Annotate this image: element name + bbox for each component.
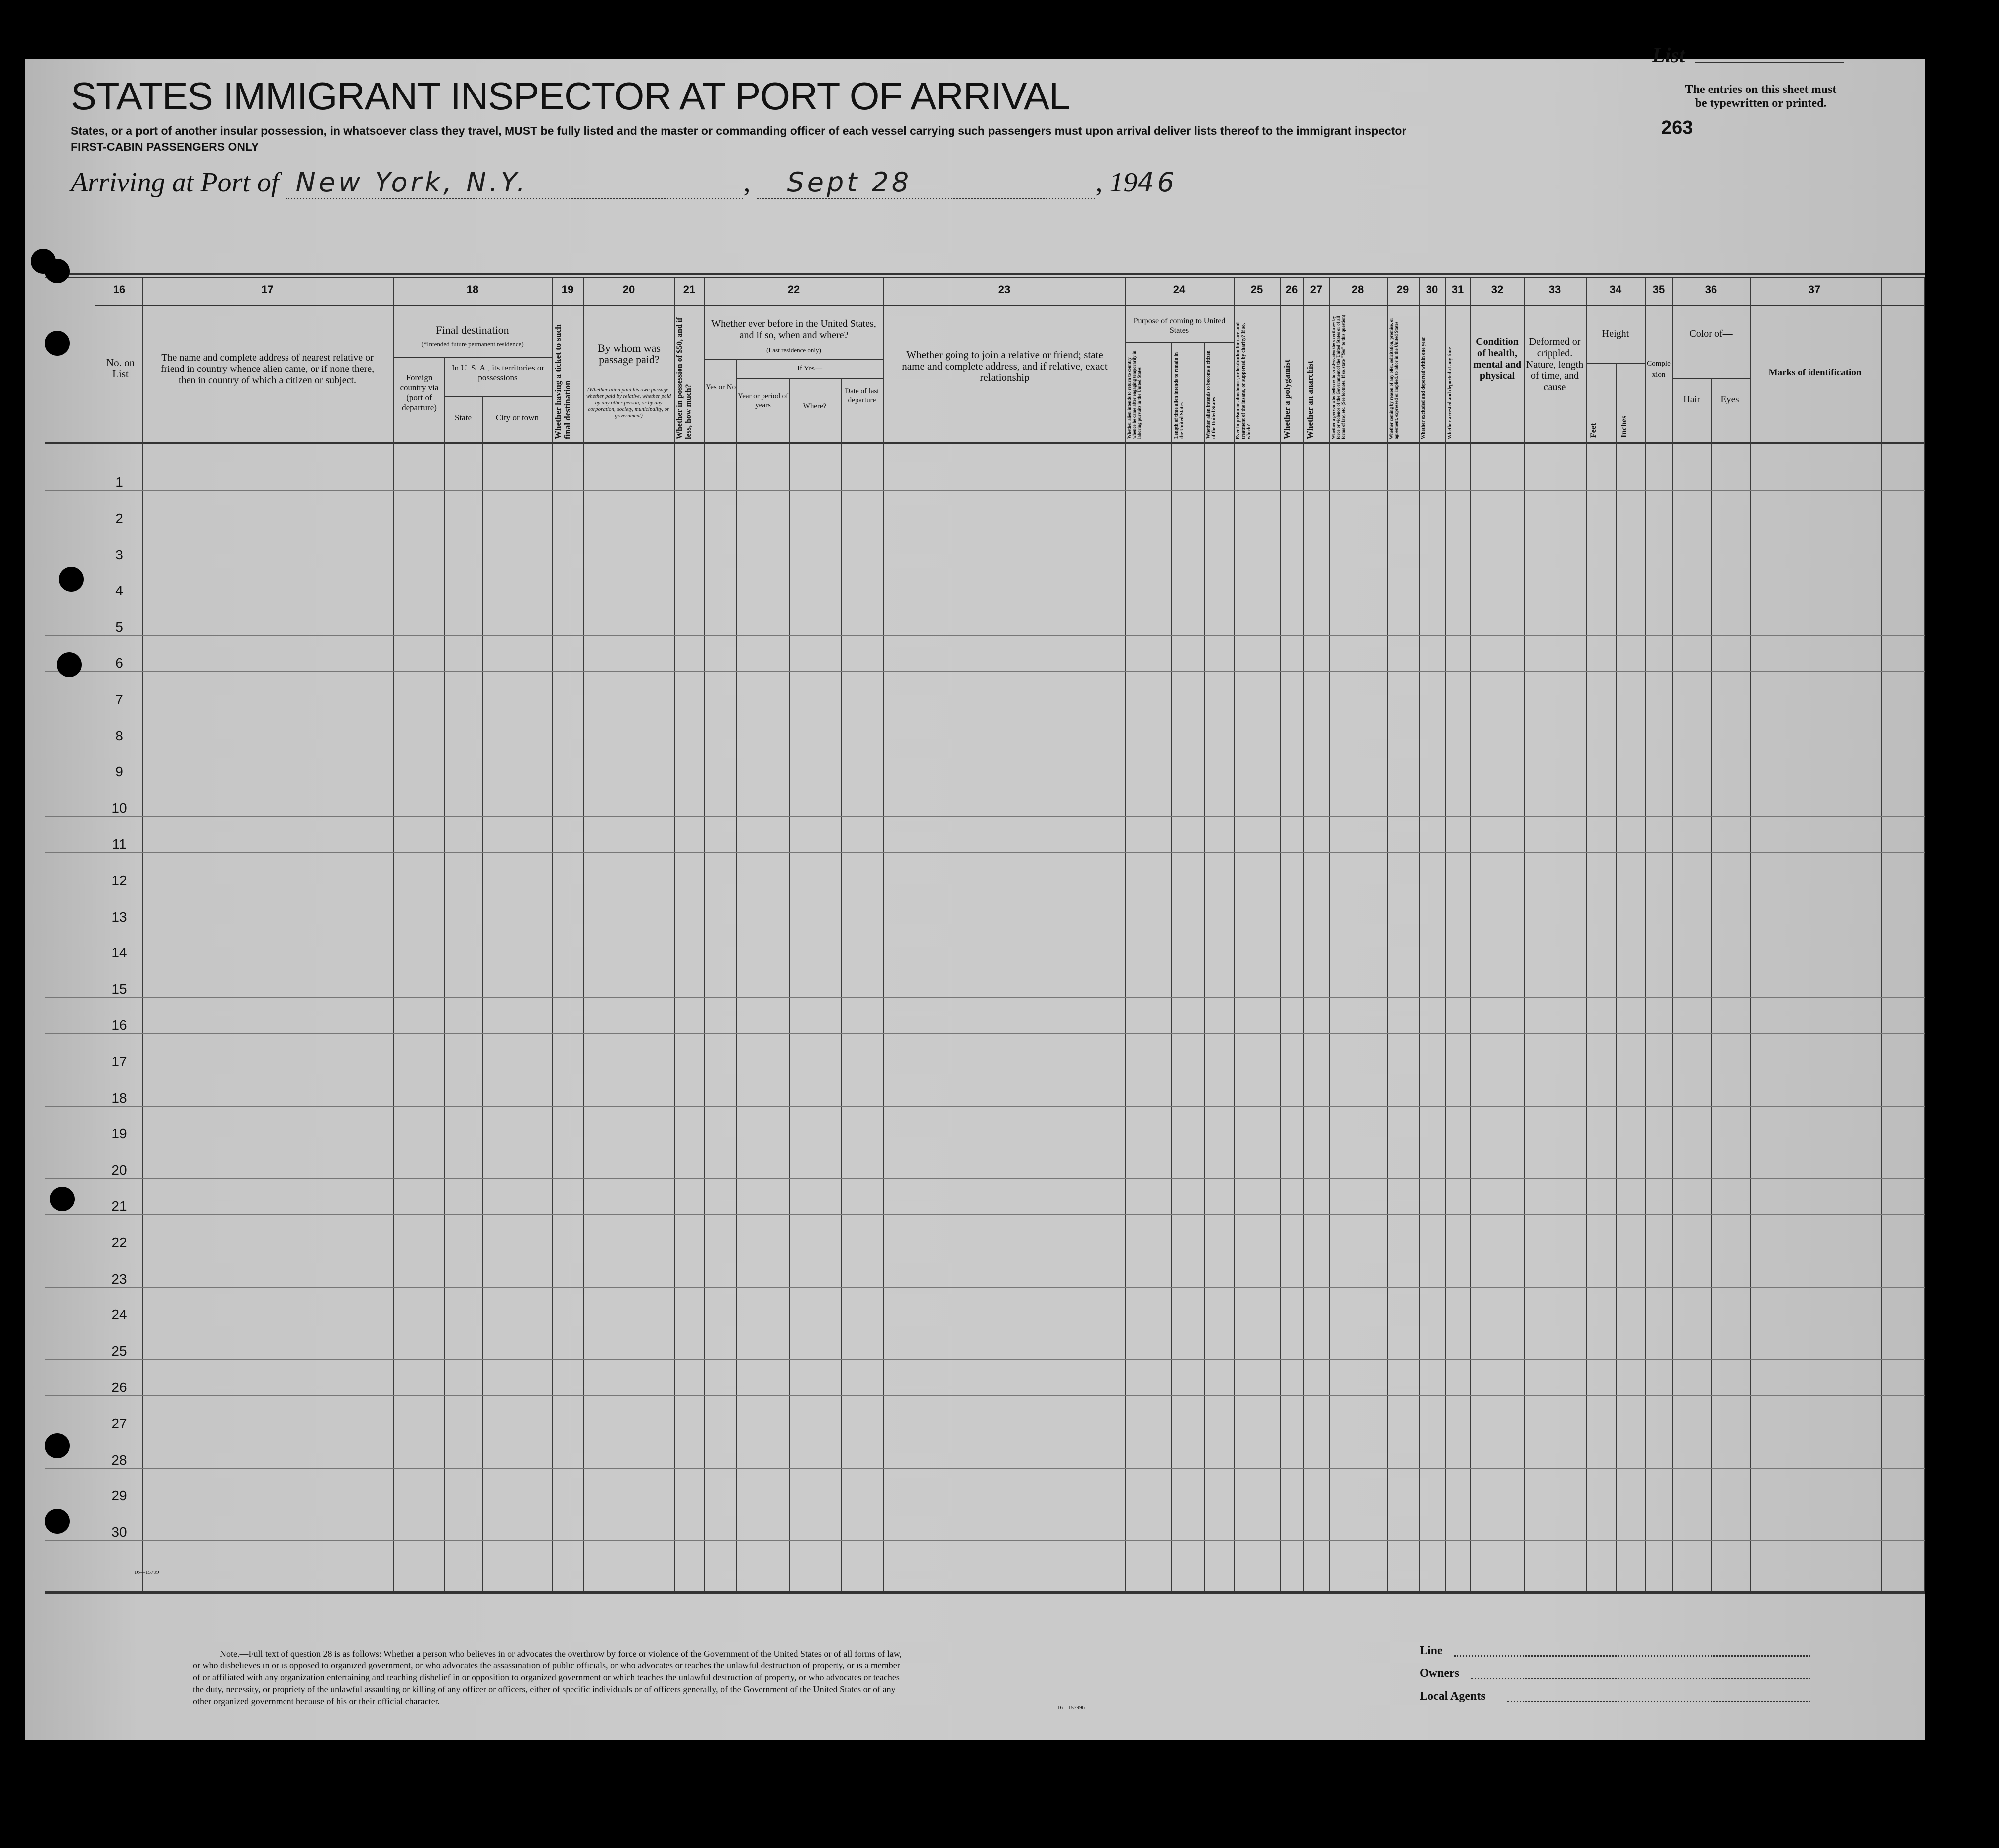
header-c36: Color of— bbox=[1689, 328, 1733, 339]
row-number: 25 bbox=[111, 1343, 127, 1359]
arriving-label: Arriving at Port of bbox=[71, 167, 279, 198]
header-c18-note: (*Intended future permanent residence) bbox=[421, 340, 524, 348]
row-number: 12 bbox=[111, 873, 127, 888]
row-number: 8 bbox=[115, 728, 123, 743]
footnote-line-5: other organized government because of his or their official character. bbox=[193, 1696, 440, 1706]
row-number: 28 bbox=[111, 1452, 127, 1468]
sheet-number: 263 bbox=[1661, 117, 1693, 138]
row-number: 21 bbox=[111, 1199, 127, 1214]
row-line bbox=[45, 1106, 1925, 1107]
row-number: 22 bbox=[111, 1235, 127, 1250]
header-c33: Deformed or crippled. Nature, length of time, and cause bbox=[1526, 336, 1584, 393]
colnum-35: 35 bbox=[1652, 283, 1665, 296]
column-line bbox=[1445, 278, 1446, 1591]
header-c20-note: (Whether alien paid his own passage, whether paid by relative, whether paid by any other person, or by any corporation, society, municipality, or government) bbox=[586, 387, 671, 419]
passenger-class-label: FIRST-CABIN PASSENGERS ONLY bbox=[71, 140, 259, 153]
header-c23: Whether going to join a relative or friend; state name and complete address, and if relative, exact relationship bbox=[902, 349, 1108, 383]
arriving-line: Arriving at Port of New York, N.Y. , Sept 28 , 1946 bbox=[71, 167, 1177, 199]
header-c22-date: Date of last departure bbox=[845, 387, 879, 404]
owners-field bbox=[1471, 1678, 1810, 1679]
row-line bbox=[45, 816, 1925, 817]
header-c37: Marks of identification bbox=[1768, 368, 1862, 378]
row-number: 6 bbox=[115, 655, 123, 671]
punch-hole bbox=[59, 567, 84, 592]
header-c17: The name and complete address of nearest relative or friend in country whence alien came, or if none there, then in country of which a citizen or subject. bbox=[160, 352, 375, 386]
header-c19: Whether having a ticket to such final destination bbox=[553, 324, 572, 439]
header-c34: Height bbox=[1602, 328, 1629, 339]
c24-rule bbox=[1125, 342, 1234, 343]
header-c18-usa: In U. S. A., its territories or possessions bbox=[451, 363, 545, 382]
row-number: 30 bbox=[111, 1524, 127, 1540]
table-bottom-rule bbox=[45, 1591, 1925, 1594]
header-c18-city: City or town bbox=[496, 413, 539, 422]
row-line bbox=[45, 490, 1925, 491]
header-c34-feet: Feet bbox=[1589, 423, 1598, 438]
header-c24: Purpose of coming to United States bbox=[1133, 317, 1226, 335]
row-number: 1 bbox=[115, 474, 123, 490]
list-label: List bbox=[1652, 44, 1685, 67]
colnum-36: 36 bbox=[1705, 283, 1717, 296]
punch-hole bbox=[45, 259, 70, 283]
table-top-rule bbox=[45, 273, 1925, 275]
punch-hole bbox=[57, 652, 82, 677]
row-line bbox=[45, 1287, 1925, 1288]
colnum-19: 19 bbox=[561, 283, 574, 296]
row-line bbox=[45, 1359, 1925, 1360]
row-number: 17 bbox=[111, 1054, 127, 1069]
row-number: 13 bbox=[111, 909, 127, 924]
header-c18-foreign: Foreign country via (port of departure) bbox=[400, 373, 439, 412]
footer-code: 16—15799b bbox=[1057, 1705, 1085, 1711]
column-line bbox=[1125, 278, 1126, 1591]
column-line bbox=[674, 278, 675, 1591]
header-c20: By whom was passage paid? bbox=[598, 342, 661, 366]
header-c25: Ever in prison or almshouse, or institution for care and treatment of the insane, or supported by charity? If so, which? bbox=[1236, 322, 1252, 439]
row-number: 2 bbox=[115, 511, 123, 526]
row-number: 26 bbox=[111, 1380, 127, 1395]
header-c21: Whether in possession of $50, and if less, how much? bbox=[675, 317, 693, 439]
column-line bbox=[1672, 278, 1673, 1591]
header-c36-hair: Hair bbox=[1683, 394, 1700, 405]
local-agents-label: Local Agents bbox=[1420, 1690, 1486, 1703]
column-line bbox=[1303, 278, 1304, 1591]
colnum-rule bbox=[95, 305, 1925, 306]
line-label: Line bbox=[1420, 1644, 1443, 1657]
sub-column-line bbox=[1204, 342, 1205, 1591]
colnum-16: 16 bbox=[113, 283, 126, 296]
column-line bbox=[142, 278, 143, 1591]
row-number: 15 bbox=[111, 981, 127, 997]
column-line bbox=[1387, 278, 1388, 1591]
year-prefix: 19 bbox=[1109, 167, 1138, 198]
page-title: STATES IMMIGRANT INSPECTOR AT PORT OF ARRIVAL bbox=[71, 74, 1070, 118]
row-line bbox=[45, 1033, 1925, 1034]
row-number: 19 bbox=[111, 1126, 127, 1141]
header-c18: Final destination bbox=[436, 324, 509, 336]
row-number: 24 bbox=[111, 1307, 127, 1322]
header-c22-year: Year or period of years bbox=[737, 392, 789, 409]
column-line bbox=[1329, 278, 1330, 1591]
footnote-line-2: or who disbelieves in or is opposed to organized government, or who advocates the assassination of public officials, or who advocates or teaches the unlawful destruction of property, or is a member bbox=[193, 1661, 900, 1670]
row-number: 5 bbox=[115, 619, 123, 635]
header-c30: Whether excluded and deported within one year bbox=[1421, 337, 1426, 439]
sub-column-line bbox=[1711, 378, 1712, 1591]
row-number: 20 bbox=[111, 1162, 127, 1178]
c18-rule bbox=[393, 357, 552, 358]
header-c24-a: Whether alien intends to return to country whence he came after engaging temporarily in laboring pursuits in the United States bbox=[1127, 350, 1142, 439]
header-bottom-rule bbox=[45, 442, 1925, 444]
header-c22-ifyes: If Yes— bbox=[797, 365, 822, 372]
header-c35: Complexion bbox=[1647, 360, 1671, 379]
header-c22: Whether ever before in the United States, and if so, when and where? bbox=[711, 318, 876, 341]
column-line bbox=[1470, 278, 1471, 1591]
punch-hole bbox=[45, 331, 70, 356]
sub-column-line bbox=[789, 378, 790, 1591]
header-c18-state: State bbox=[455, 413, 472, 422]
instruction-line: States, or a port of another insular possession, in whatsoever class they travel, MUST be fully listed and the master or commanding officer of each vessel carrying such passengers must upon arrival deliver lists thereof to the immigrant inspector bbox=[71, 124, 1407, 137]
local-agents-field bbox=[1507, 1701, 1810, 1702]
footnote-line-4: the duty, necessity, or propriety of the unlawful assaulting or killing of any officer or officers, either of specific individuals or of officers generally, of the Government of the United States or of any bbox=[193, 1684, 896, 1694]
row-line bbox=[45, 1395, 1925, 1396]
row-number: 16 bbox=[111, 1017, 127, 1033]
owners-label: Owners bbox=[1420, 1667, 1459, 1680]
colnum-30: 30 bbox=[1426, 283, 1438, 296]
colnum-21: 21 bbox=[683, 283, 696, 296]
colnum-27: 27 bbox=[1310, 283, 1323, 296]
punch-hole bbox=[45, 1509, 70, 1534]
sub-column-line bbox=[736, 359, 737, 1591]
header-c27: Whether an anarchist bbox=[1305, 360, 1315, 439]
sub-column-line bbox=[1171, 342, 1172, 1591]
row-line bbox=[45, 1540, 1925, 1541]
colnum-18: 18 bbox=[466, 283, 479, 296]
column-line bbox=[1234, 278, 1235, 1591]
row-number: 4 bbox=[115, 583, 123, 598]
port-field: New York, N.Y. bbox=[286, 167, 743, 199]
colnum-26: 26 bbox=[1285, 283, 1298, 296]
header-c28: Whether a person who believes in or advocates the overthrow by force or violence of the Government of the United States or of all forms of law, etc. (See footnote. If so, state "Yes" to this question) bbox=[1331, 315, 1346, 439]
header-c22-yesno: Yes or No bbox=[705, 383, 736, 391]
row-number: 18 bbox=[111, 1090, 127, 1106]
row-line bbox=[45, 635, 1925, 636]
header-c16: No. on List bbox=[106, 357, 135, 380]
row-number: 11 bbox=[112, 836, 127, 852]
date-field: Sept 28 bbox=[757, 167, 1095, 199]
footnote-line-3: of or affiliated with any organization entertaining and teaching disbelief in or opposition to organized government or which teaches the unlawful destruction of property, or who advocates or teaches bbox=[193, 1672, 900, 1682]
sub-column-line bbox=[1616, 363, 1617, 1591]
column-line bbox=[1586, 278, 1587, 1591]
entries-note-line-2: be typewritten or printed. bbox=[1695, 97, 1827, 110]
header-c22-note: (Last residence only) bbox=[766, 346, 821, 354]
row-number: 9 bbox=[115, 764, 123, 779]
column-line bbox=[393, 278, 394, 1591]
punch-hole bbox=[45, 1433, 70, 1458]
colnum-29: 29 bbox=[1396, 283, 1409, 296]
colnum-34: 34 bbox=[1609, 283, 1622, 296]
column-line bbox=[1280, 278, 1281, 1591]
year-field: 46 bbox=[1137, 167, 1178, 198]
row-number: 7 bbox=[115, 692, 123, 707]
row-line bbox=[45, 852, 1925, 853]
sub-column-line bbox=[841, 378, 842, 1591]
colnum-32: 32 bbox=[1491, 283, 1504, 296]
sub-column-line bbox=[482, 396, 483, 1591]
c22-rule bbox=[704, 359, 883, 360]
row-number: 3 bbox=[115, 547, 123, 562]
c18-sub-rule bbox=[444, 396, 552, 397]
footnote-line-1: Note.—Full text of question 28 is as follows: Whether a person who believes in or advocates the overthrow by force or violence of the Government of the United States or of all forms of law, bbox=[220, 1649, 902, 1659]
colnum-20: 20 bbox=[622, 283, 635, 296]
header-c34-inches: Inches bbox=[1620, 415, 1628, 438]
header-c36-eyes: Eyes bbox=[1720, 394, 1739, 405]
colnum-37: 37 bbox=[1808, 283, 1821, 296]
row-number: 27 bbox=[111, 1416, 127, 1431]
header-c24-b: Length of time alien intends to remain in the United States bbox=[1174, 352, 1185, 439]
sub-column-line bbox=[444, 357, 445, 1591]
row-line bbox=[45, 1214, 1925, 1215]
table-top-rule-2 bbox=[45, 277, 1925, 278]
colnum-25: 25 bbox=[1250, 283, 1263, 296]
row-line bbox=[45, 671, 1925, 672]
header-c29: Whether coming by reason of any offer, solicitation, promise, or agreement, expressed or implied, to labor in the United States bbox=[1389, 318, 1399, 439]
header-c22-where: Where? bbox=[803, 402, 827, 410]
colnum-23: 23 bbox=[998, 283, 1011, 296]
entries-note-line-1: The entries on this sheet must bbox=[1685, 83, 1837, 96]
column-line bbox=[1924, 278, 1925, 1591]
colnum-22: 22 bbox=[787, 283, 800, 296]
column-line bbox=[1881, 278, 1882, 1591]
row-line bbox=[45, 997, 1925, 998]
row-line bbox=[45, 1468, 1925, 1469]
column-line bbox=[1524, 278, 1525, 1591]
header-c31: Whether arrested and deported at any time bbox=[1447, 347, 1453, 439]
row-line bbox=[45, 1178, 1925, 1179]
column-line bbox=[1645, 278, 1646, 1591]
column-line bbox=[583, 278, 584, 1591]
colnum-28: 28 bbox=[1351, 283, 1364, 296]
colnum-33: 33 bbox=[1548, 283, 1561, 296]
header-c26: Whether a polygamist bbox=[1282, 359, 1292, 439]
punch-hole bbox=[50, 1187, 75, 1211]
colnum-24: 24 bbox=[1173, 283, 1186, 296]
c22-sub-rule bbox=[736, 378, 883, 379]
colnum-31: 31 bbox=[1451, 283, 1464, 296]
column-line bbox=[552, 278, 553, 1591]
row-number: 14 bbox=[111, 945, 127, 960]
line-field bbox=[1454, 1655, 1810, 1657]
column-line bbox=[704, 278, 705, 1591]
column-line bbox=[1419, 278, 1420, 1591]
row-number: 23 bbox=[111, 1271, 127, 1287]
colnum-17: 17 bbox=[261, 283, 274, 296]
form-code: 16—15799 bbox=[134, 1570, 159, 1575]
header-c24-c: Whether alien intends to become a citizen of the United States bbox=[1206, 350, 1217, 439]
row-number: 10 bbox=[111, 800, 127, 816]
column-line bbox=[1750, 278, 1751, 1591]
column-line bbox=[883, 278, 884, 1591]
header-c32: Condition of health, mental and physical bbox=[1473, 336, 1522, 381]
row-number: 29 bbox=[111, 1488, 127, 1503]
